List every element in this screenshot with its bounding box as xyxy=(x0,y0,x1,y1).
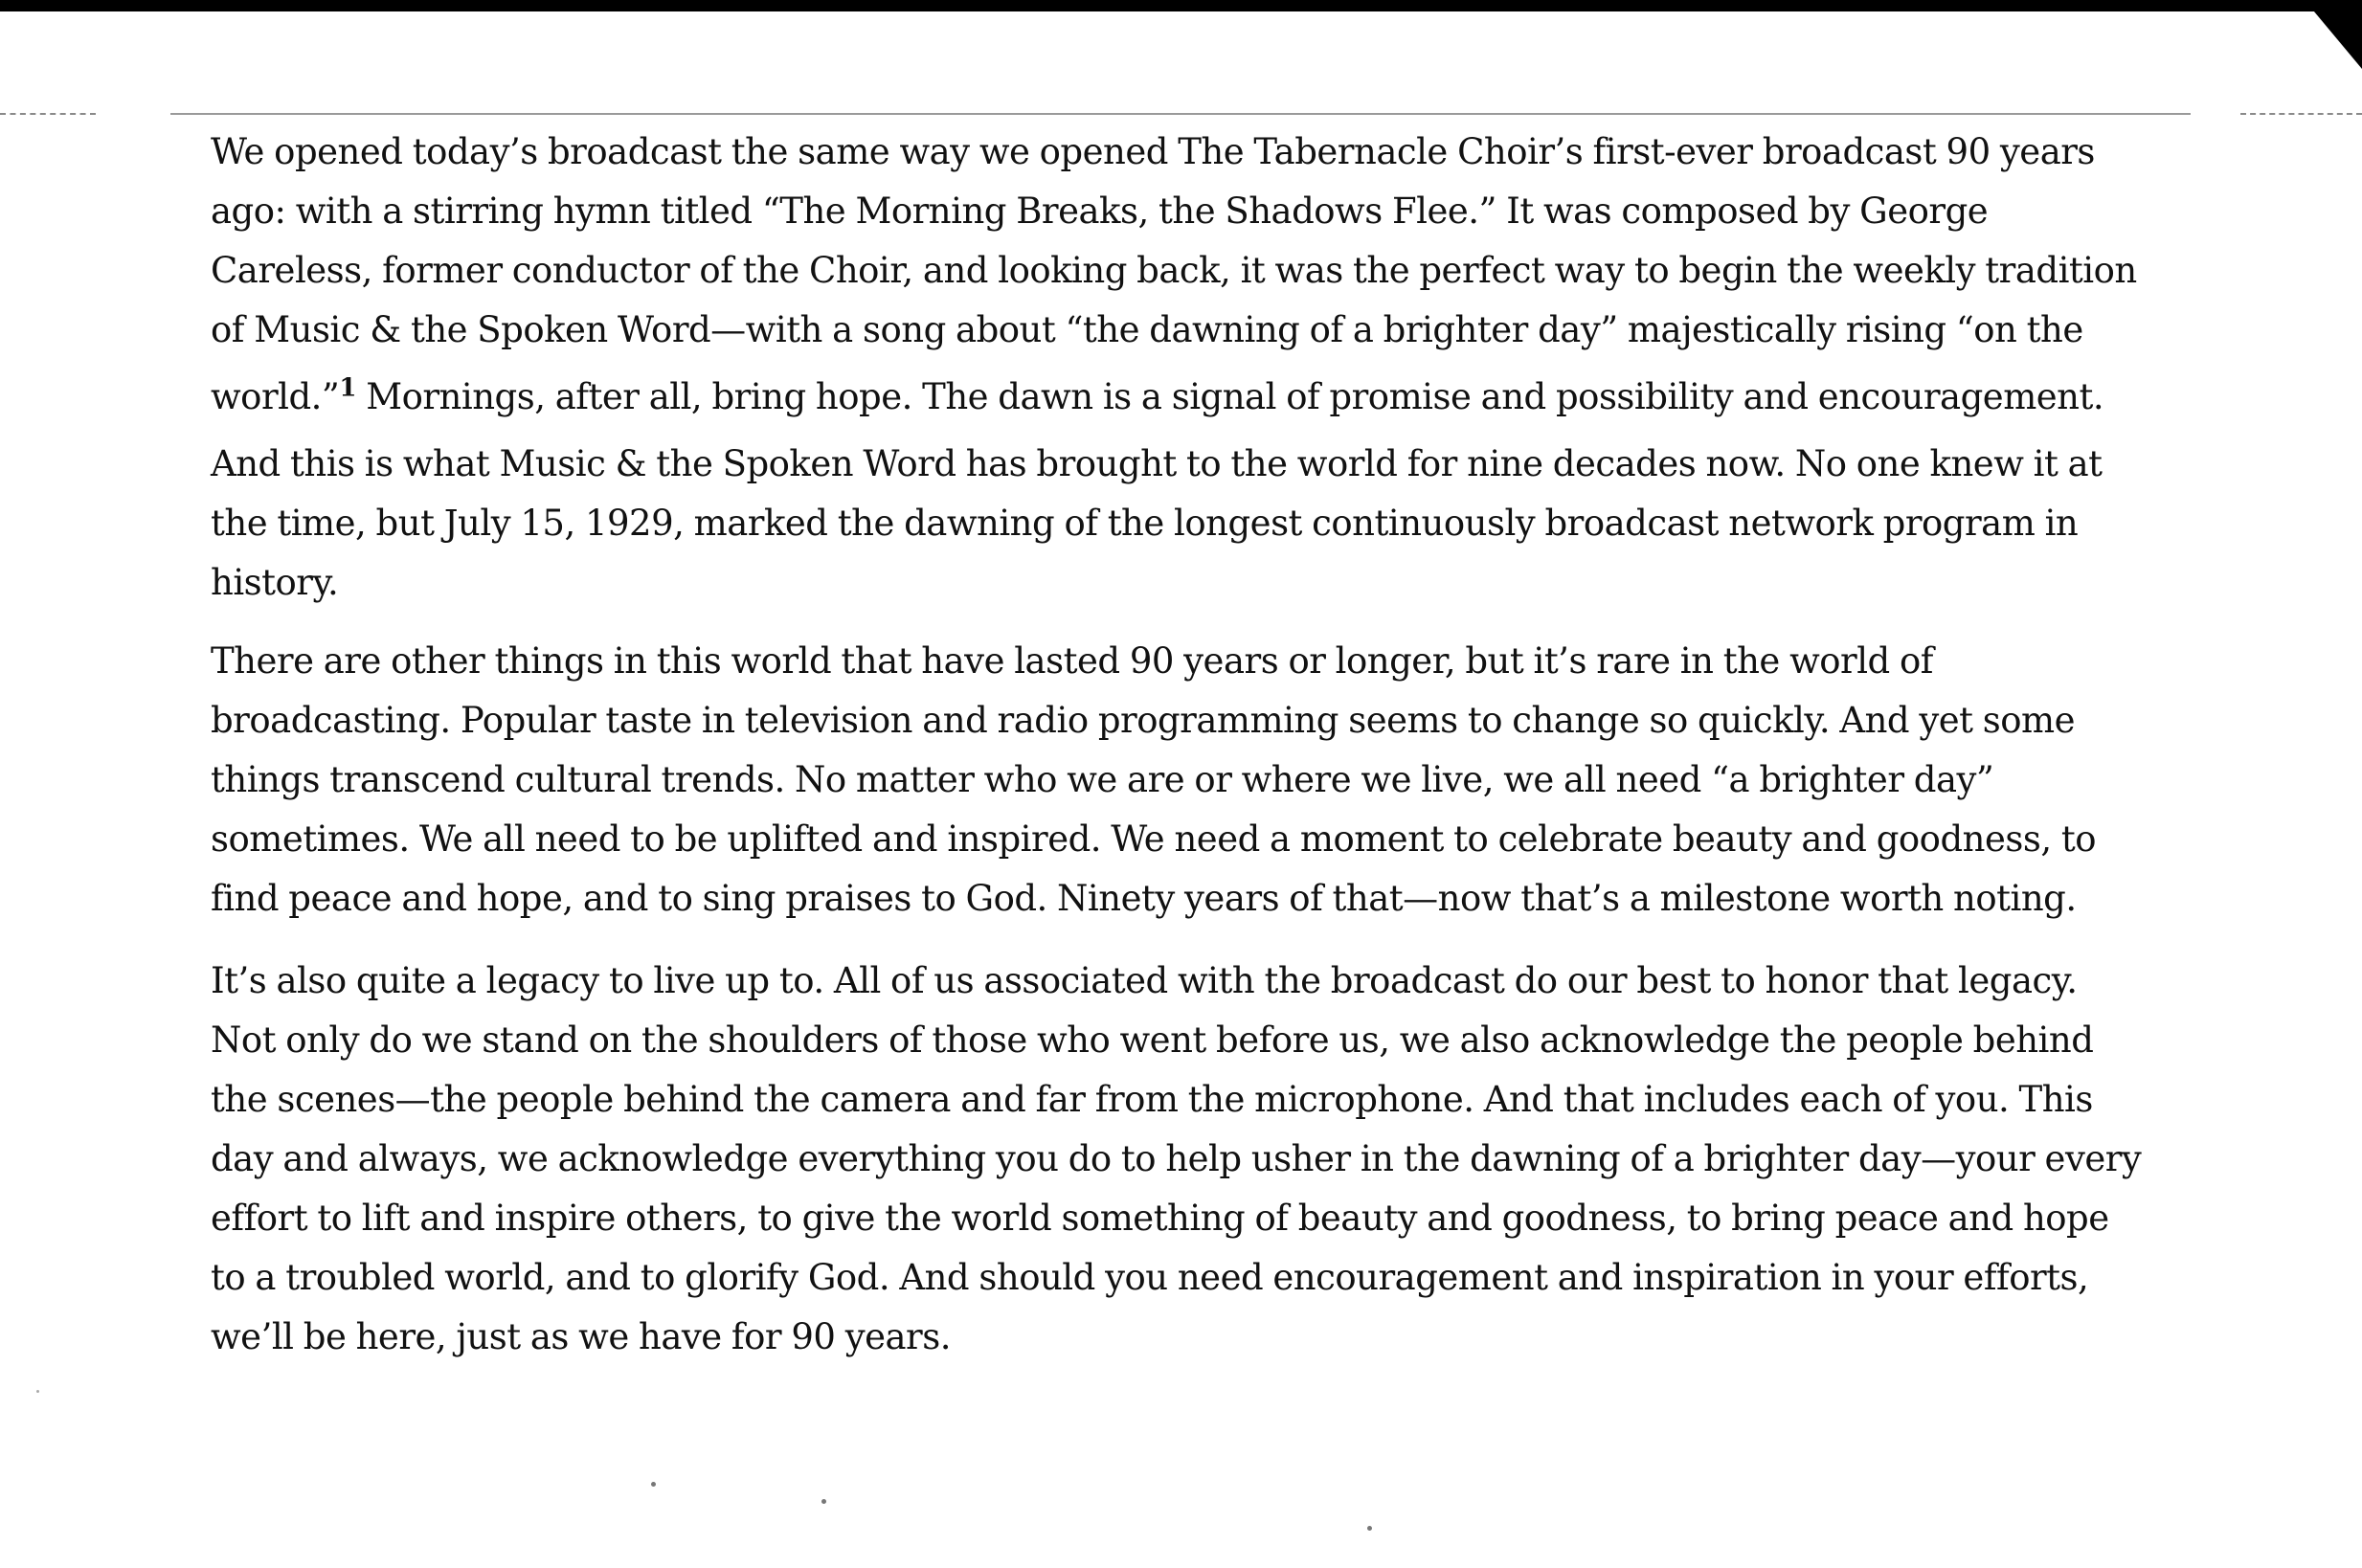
text-segment: world.” xyxy=(211,376,340,417)
document-body xyxy=(211,123,2164,1390)
text-line: There are other things in this world that have lasted 90 years or longer, but it’s rare in the world of xyxy=(211,640,1933,682)
text-line: the time, but July 15, 1929, marked the dawning of the longest continuously broadcast network program in xyxy=(211,503,2079,544)
text-line: the scenes—the people behind the camera and far from the microphone. And that includes each of you. This xyxy=(211,1079,2093,1120)
text-line: effort to lift and inspire others, to give the world something of beauty and goodness, to bring peace and hope xyxy=(211,1198,2109,1239)
text-line: Careless, former conductor of the Choir, and looking back, it was the perfect way to begin the weekly tradition xyxy=(211,250,2137,291)
faint-rule-left xyxy=(0,113,96,115)
text-line: Not only do we stand on the shoulders of those who went before us, we also acknowledge the people behind xyxy=(211,1019,2094,1061)
paragraph-1 xyxy=(211,123,2164,613)
text-line: And this is what Music & the Spoken Word has brought to the world for nine decades now. No one knew it at xyxy=(211,443,2103,484)
text-line: things transcend cultural trends. No matter who we are or where we live, we all need “a brighter day” xyxy=(211,759,1994,800)
scan-speck xyxy=(651,1482,656,1487)
text-line: find peace and hope, and to sing praises to God. Ninety years of that—now that’s a milestone worth noting. xyxy=(211,878,2077,919)
paragraph-2 xyxy=(211,632,2164,929)
text-line: day and always, we acknowledge everything you do to help usher in the dawning of a brighter day—your every xyxy=(211,1138,2142,1179)
text-line: we’ll be here, just as we have for 90 years. xyxy=(211,1316,951,1357)
text-line: of Music & the Spoken Word—with a song about “the dawning of a brighter day” majestically rising “on the xyxy=(211,309,2083,350)
text-line: to a troubled world, and to glorify God. And should you need encouragement and inspiration in your efforts, xyxy=(211,1257,2089,1298)
scan-speck xyxy=(36,1390,39,1393)
scan-top-edge xyxy=(0,0,2362,11)
scan-speck xyxy=(1367,1526,1372,1531)
text-line: ago: with a stirring hymn titled “The Morning Breaks, the Shadows Flee.” It was composed by George xyxy=(211,190,1989,232)
footnote-marker: 1 xyxy=(339,373,356,403)
scan-speck xyxy=(821,1499,826,1504)
faint-rule-right xyxy=(2240,113,2362,115)
text-segment: Mornings, after all, bring hope. The dawn is a signal of promise and possibility and encouragement. xyxy=(355,376,2104,417)
scan-corner-shadow xyxy=(2305,0,2362,69)
header-rule xyxy=(170,113,2191,115)
text-line: We opened today’s broadcast the same way we opened The Tabernacle Choir’s first-ever broadcast 90 years xyxy=(211,131,2095,172)
paragraph-3 xyxy=(211,952,2164,1367)
text-line-with-footnote xyxy=(211,360,2164,435)
text-line: It’s also quite a legacy to live up to. All of us associated with the broadcast do our best to honor that legacy. xyxy=(211,960,2078,1001)
text-line: history. xyxy=(211,562,339,603)
text-line: sometimes. We all need to be uplifted and inspired. We need a moment to celebrate beauty and goodness, to xyxy=(211,818,2096,860)
text-line: broadcasting. Popular taste in television and radio programming seems to change so quickly. And yet some xyxy=(211,700,2076,741)
